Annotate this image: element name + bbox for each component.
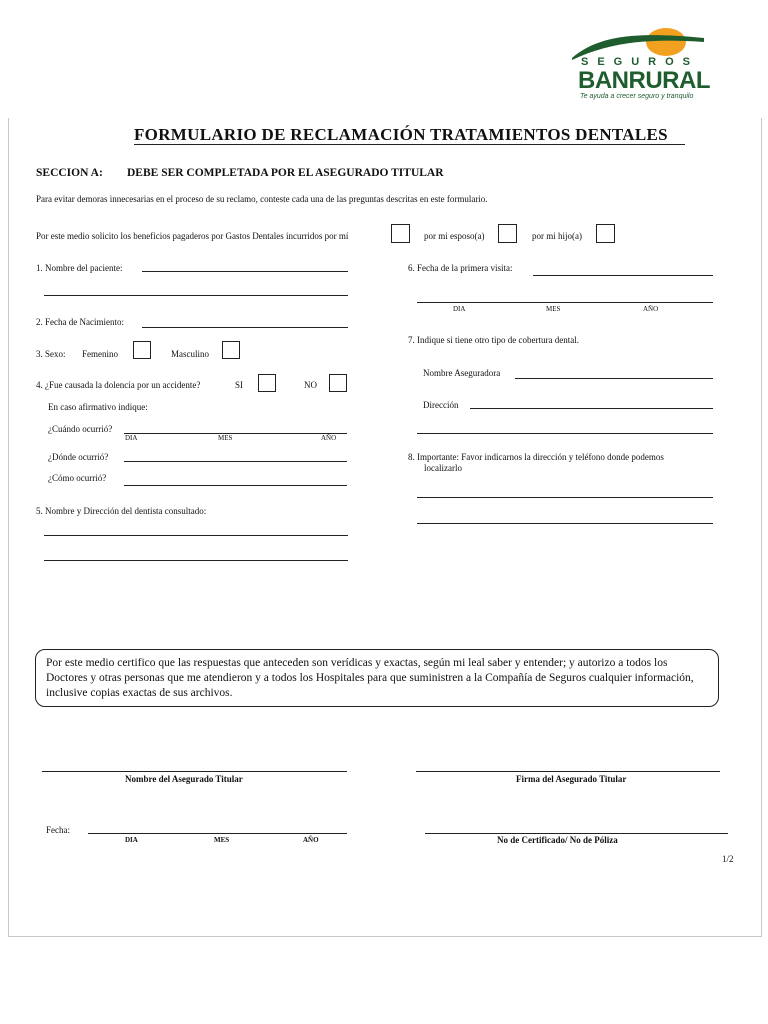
brand-name: BANRURAL bbox=[578, 67, 710, 94]
first-visit-label: 6. Fecha de la primera visita: bbox=[408, 263, 513, 273]
sex-label: 3. Sexo: bbox=[36, 349, 66, 359]
when-day-label: DIA bbox=[125, 434, 138, 442]
other-coverage-label: 7. Indique si tiene otro tipo de cobertura dental. bbox=[408, 335, 579, 345]
affirmative-label: En caso afirmativo indique: bbox=[48, 402, 148, 412]
insured-signature-field[interactable] bbox=[416, 771, 720, 772]
accident-yes-checkbox[interactable] bbox=[258, 374, 276, 392]
insured-name-field[interactable] bbox=[42, 771, 347, 772]
brand-logo bbox=[570, 24, 710, 104]
birth-date-field[interactable] bbox=[142, 327, 348, 328]
dentist-field-1[interactable] bbox=[44, 535, 348, 536]
intro-text: Para evitar demoras innecesarias en el proceso de su reclamo, conteste cada una de las preguntas descritas en este formulario. bbox=[36, 194, 488, 204]
form-title: FORMULARIO DE RECLAMACIÓN TRATAMIENTOS DENTALES bbox=[134, 125, 668, 144]
date-label: Fecha: bbox=[46, 825, 70, 835]
page-number: 1/2 bbox=[722, 854, 734, 864]
spouse-checkbox[interactable] bbox=[498, 224, 517, 243]
important-label-2: localizarlo bbox=[424, 463, 462, 473]
first-visit-date-field[interactable] bbox=[417, 302, 713, 303]
dentist-label: 5. Nombre y Dirección del dentista consultado: bbox=[36, 506, 207, 516]
date-year-label: AÑO bbox=[303, 836, 319, 844]
when-label: ¿Cuándo ocurrió? bbox=[48, 424, 113, 434]
date-field[interactable] bbox=[88, 833, 347, 834]
when-year-label: AÑO bbox=[321, 434, 337, 442]
date-day-label: DIA bbox=[125, 836, 138, 844]
how-label: ¿Cómo ocurrió? bbox=[48, 473, 107, 483]
how-field[interactable] bbox=[124, 485, 347, 486]
first-visit-month-label: MES bbox=[546, 305, 561, 313]
patient-name-label: 1. Nombre del paciente: bbox=[36, 263, 123, 273]
child-checkbox[interactable] bbox=[596, 224, 615, 243]
first-visit-field[interactable] bbox=[533, 275, 713, 276]
dentist-field-2[interactable] bbox=[44, 560, 348, 561]
contact-field-2[interactable] bbox=[417, 523, 713, 524]
patient-name-field-2[interactable] bbox=[44, 295, 348, 296]
date-month-label: MES bbox=[214, 836, 230, 844]
insured-name-label: Nombre del Asegurado Titular bbox=[125, 774, 243, 784]
insurer-label: Nombre Aseguradora bbox=[423, 368, 501, 378]
accident-yes-label: SI bbox=[235, 380, 244, 390]
spouse-label: por mi esposo(a) bbox=[424, 231, 485, 241]
male-label: Masculino bbox=[171, 349, 209, 359]
first-visit-day-label: DIA bbox=[453, 305, 466, 313]
where-label: ¿Dónde ocurrió? bbox=[48, 452, 109, 462]
insurer-field[interactable] bbox=[515, 378, 713, 379]
child-label: por mi hijo(a) bbox=[532, 231, 582, 241]
brand-tagline: Te ayuda a crecer seguro y tranquilo bbox=[580, 93, 694, 100]
first-visit-year-label: AÑO bbox=[643, 305, 659, 313]
request-text: Por este medio solicito los beneficios pagaderos por Gastos Dentales incurridos por mí bbox=[36, 231, 349, 241]
accident-no-checkbox[interactable] bbox=[329, 374, 347, 392]
insurer-address-field[interactable] bbox=[470, 408, 713, 409]
logo-swoosh-icon bbox=[570, 24, 710, 60]
accident-no-label: NO bbox=[304, 380, 317, 390]
section-label: SECCION A: bbox=[36, 167, 103, 179]
certificate-label: No de Certificado/ No de Póliza bbox=[497, 835, 618, 845]
birth-date-label: 2. Fecha de Nacimiento: bbox=[36, 317, 124, 327]
title-underline bbox=[134, 144, 685, 145]
male-checkbox[interactable] bbox=[222, 341, 240, 359]
insured-signature-label: Firma del Asegurado Titular bbox=[516, 774, 627, 784]
where-field[interactable] bbox=[124, 461, 347, 462]
insurer-address-label: Dirección bbox=[423, 400, 459, 410]
female-label: Femenino bbox=[82, 349, 118, 359]
certification-box bbox=[35, 649, 719, 707]
certificate-field[interactable] bbox=[425, 833, 728, 834]
important-label: 8. Importante: Favor indicarnos la dirección y teléfono donde podemos bbox=[408, 452, 664, 462]
certification-text: Por este medio certifico que las respuestas que anteceden son verídicas y exactas, según mi leal saber y entender; y autorizo a todos los Doctores y otras personas que me atendieron y a todos los Hospitales para que suministren a la Compañía de Seguros cualquier información, inclusive copias exactas de sus archivos. bbox=[46, 657, 694, 699]
contact-field-1[interactable] bbox=[417, 497, 713, 498]
when-field[interactable] bbox=[124, 433, 347, 434]
insurer-address-field-2[interactable] bbox=[417, 433, 713, 434]
accident-label: 4. ¿Fue causada la dolencia por un accidente? bbox=[36, 380, 201, 390]
when-month-label: MES bbox=[218, 434, 233, 442]
patient-name-field[interactable] bbox=[142, 271, 348, 272]
female-checkbox[interactable] bbox=[133, 341, 151, 359]
brand-seguros: SEGUROS bbox=[581, 56, 700, 68]
self-checkbox[interactable] bbox=[391, 224, 410, 243]
section-text: DEBE SER COMPLETADA POR EL ASEGURADO TITULAR bbox=[127, 167, 444, 179]
